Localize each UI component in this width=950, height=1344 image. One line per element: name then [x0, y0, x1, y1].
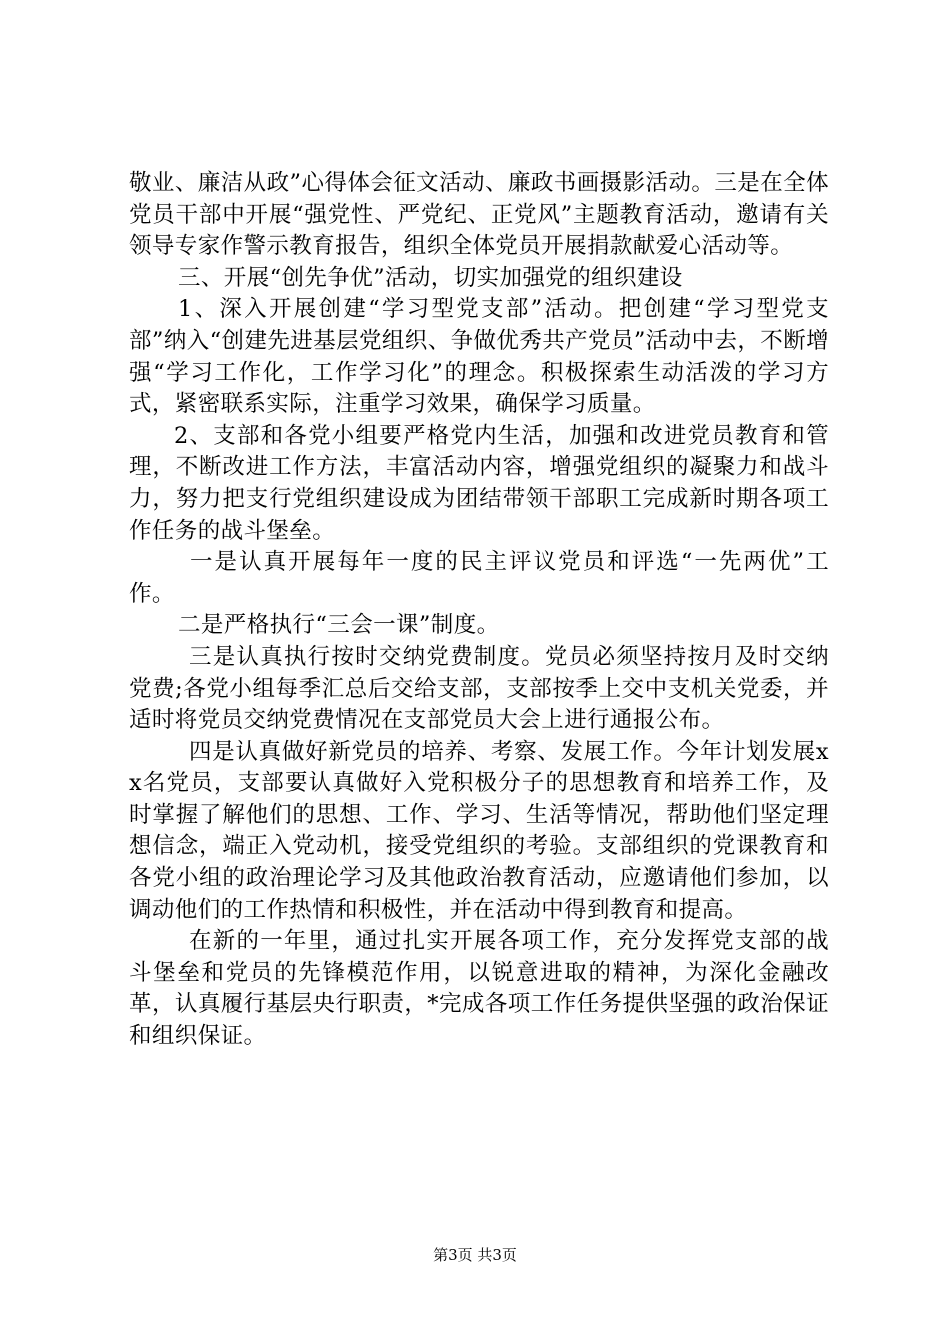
paragraph-point-1: 一是认真开展每年一度的民主评议党员和评选“一先两优”工作。 [129, 549, 829, 607]
paragraph-conclusion: 在新的一年里，通过扎实开展各项工作，充分发挥党支部的战斗堡垒和党员的先锋模范作用，以锐意进取的精神，为深化金融改革，认真履行基层央行职责，*完成各项工作任务提供坚强的政治保证和组织保证。 [129, 928, 829, 1050]
paragraph-point-4: 四是认真做好新党员的培养、考察、发展工作。今年计划发展xx名党员，支部要认真做好入党积极分子的思想教育和培养工作，及时掌握了解他们的思想、工作、学习、生活等情况，帮助他们坚定理想信念，端正入党动机，接受党组织的考验。支部组织的党课教育和各党小组的政治理论学习及其他政治教育活动，应邀请他们参加，以调动他们的工作热情和积极性，并在活动中得到教育和提高。 [129, 738, 829, 923]
section-heading-3: 三、开展“创先争优”活动，切实加强党的组织建设 [178, 264, 683, 291]
paragraph-item-2: 2、支部和各党小组要严格党内生活，加强和改进党员教育和管理，不断改进工作方法，丰富活动内容，增强党组织的凝聚力和战斗力，努力把支行党组织建设成为团结带领干部职工完成新时期各项工作任务的战斗堡垒。 [129, 422, 829, 544]
paragraph-point-3: 三是认真执行按时交纳党费制度。党员必须坚持按月及时交纳党费;各党小组每季汇总后交给支部，支部按季上交中支机关党委，并适时将党员交纳党费情况在支部党员大会上进行通报公布。 [129, 643, 829, 734]
document-body [129, 168, 829, 1053]
page-number-footer: 第3页 共3页 [433, 1246, 517, 1264]
paragraph-item-1: 1、深入开展创建“学习型党支部”活动。把创建“学习型党支部”纳入“创建先进基层党组织、争做优秀共产党员”活动中去，不断增强“学习工作化，工作学习化”的理念。积极探索生动活泼的学习方式，紧密联系实际，注重学习效果，确保学习质量。 [129, 296, 829, 418]
paragraph-1: 敬业、廉洁从政”心得体会征文活动、廉政书画摄影活动。三是在全体党员干部中开展“强党性、严党纪、正党风”主题教育活动，邀请有关领导专家作警示教育报告，组织全体党员开展捐款献爱心活动等。 [129, 170, 829, 260]
paragraph-point-2: 二是严格执行“三会一课”制度。 [178, 612, 500, 639]
